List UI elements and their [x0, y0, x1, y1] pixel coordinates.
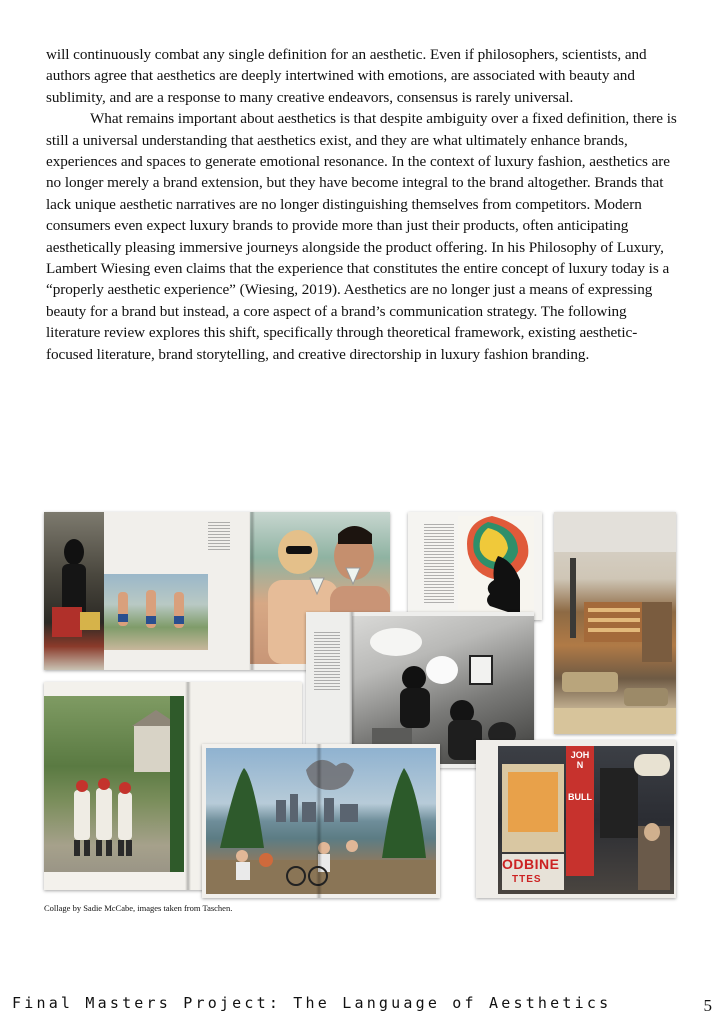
footer-title: Final Masters Project: The Language of Aesthetics — [12, 994, 612, 1012]
book-spread-interior — [554, 512, 676, 734]
sign-john: JOHN — [570, 750, 590, 770]
photo-modern-interior — [554, 512, 676, 734]
body-text — [46, 44, 682, 365]
book-spread-waterfront — [202, 744, 440, 898]
book-spread-poster — [408, 512, 542, 620]
sign-bull: BULL — [568, 792, 592, 802]
photo-baseball-boys — [44, 696, 182, 872]
photo-psychedelic-profile — [458, 516, 534, 616]
photo-boys-pool — [104, 574, 208, 650]
collage-caption: Collage by Sadie McCabe, images taken from Taschen. — [44, 903, 233, 913]
paragraph-2: What remains important about aesthetics is that despite ambiguity over a fixed definition, there is still a universal understanding that aesthetics exist, and they are what ultimately enhance brands, experiences and spaces to generate emotional resonance. In the context of luxury fashion, aesthetics are no longer merely a brand extension, but they have become integral to the brand altogether. Brands that lack unique aesthetic narratives are no longer distinguishing themselves from competitors. Modern consumers even expect luxury brands to provide more than just their products, often anticipating aesthetically pleasing immersive journeys alongside the product offering. In his Philosophy of Luxury, Lambert Wiesing even claims that the experience that constitutes the entire concept of luxury today is a “properly aesthetic experience” (Wiesing, 2019). Aesthetics are no longer just a means of expressing beauty for a brand but instead, a core aspect of a brand’s communication strategy. The following literature review explores this shift, specifically through theoretical framework, existing aesthetic-focused literature, brand storytelling, and creative directorship in luxury fashion branding. — [46, 110, 677, 363]
sign-odbine: ODBINE — [502, 856, 560, 872]
paragraph-1: will continuously combat any single definition for an aesthetic. Even if philosophers, scientists, and authors agree that aesthetics are deeply intertwined with emotions, are associated with beauty and sublimity, and are a response to many creative endeavors, consensus is rarely universal. — [46, 46, 647, 106]
photo-green-trees — [170, 696, 184, 872]
book-spread-shopfront — [476, 740, 676, 898]
photo-dark-figure — [44, 512, 104, 670]
page-number: 5 — [703, 996, 712, 1015]
book-collage — [44, 512, 676, 898]
photo-shopfront — [498, 746, 674, 894]
sign-ttes: TTES — [512, 874, 542, 885]
